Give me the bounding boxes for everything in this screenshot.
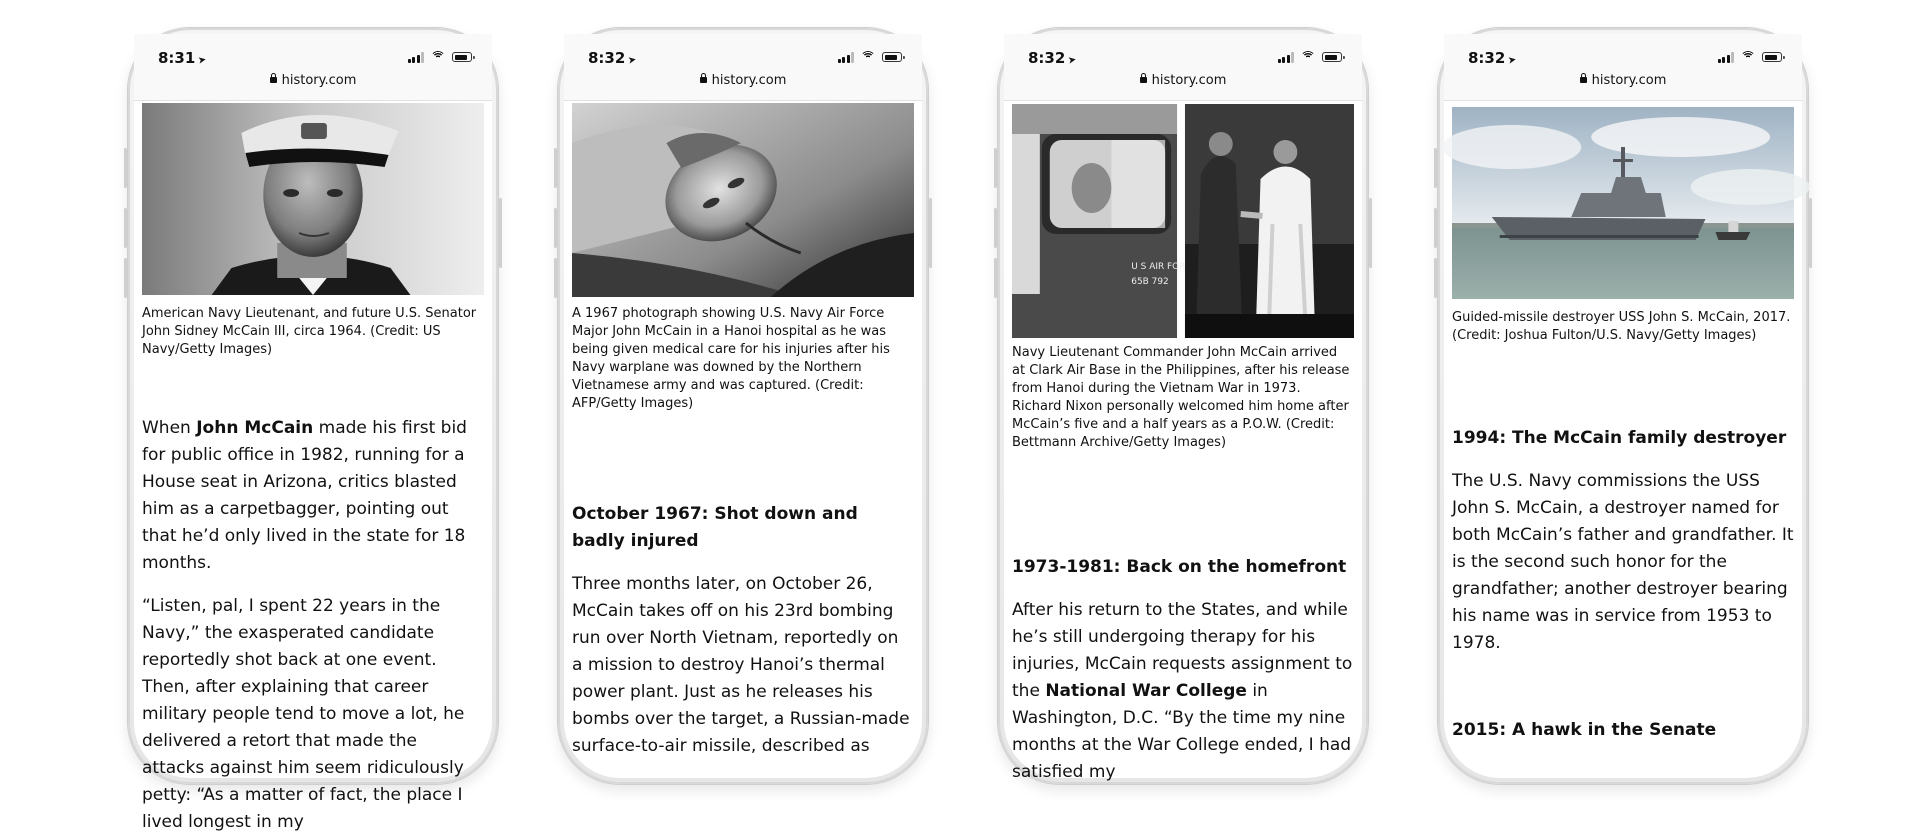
- article-paragraph: “Listen, pal, I spent 22 years in the Navy,” the exasperated candidate reportedly shot back at one event. Then, after explaining that career military people tend to move a lot, he delivered a retort that made the attacks against him seem ridiculously petty: “As a matter of fact, the place I lived longest in my: [142, 596, 465, 832]
- link-john-mccain[interactable]: John McCain: [196, 418, 314, 438]
- article-content: [134, 101, 492, 832]
- lock-icon: [270, 77, 277, 83]
- battery-icon: [452, 52, 472, 62]
- article-content: [564, 101, 922, 778]
- section-heading: 1973-1981: Back on the homefront: [1012, 557, 1347, 577]
- battery-icon: [1322, 52, 1342, 62]
- status-icons: [838, 51, 903, 63]
- article-photo-hanoi-hospital[interactable]: [572, 103, 914, 297]
- wifi-icon: [1300, 51, 1316, 63]
- paragraph-text: When: [142, 418, 197, 438]
- section-heading: 1994: The McCain family destroyer: [1452, 428, 1787, 448]
- phone-1: [128, 28, 498, 832]
- article-photo-mccain-portrait[interactable]: [142, 103, 484, 295]
- status-bar: [1004, 34, 1362, 70]
- homecoming-image: [1012, 104, 1354, 338]
- section-heading: October 1967: Shot down and badly injured: [572, 504, 858, 551]
- cellular-signal-icon: [408, 52, 425, 63]
- paragraph-text: After his return to the States, and while he’s still undergoing therapy for his injuries, McCain requests assignment to the: [1012, 600, 1353, 701]
- bus-lettering-2: 65B 792: [1131, 276, 1169, 288]
- hospital-image: [572, 103, 914, 297]
- lock-icon: [1140, 77, 1147, 83]
- location-arrow-icon: ➤: [197, 54, 208, 67]
- phone-1-screen: [134, 34, 492, 832]
- url-bar[interactable]: [564, 70, 922, 101]
- photo-caption: Navy Lieutenant Commander John McCain arrived at Clark Air Base in the Philippines, after his release from Hanoi during the Vietnam War in 1973. Richard Nixon personally welcomed him home after McCain’s five and a half years as a P.O.W. (Credit: Bettmann Archive/Getty Images): [1012, 345, 1350, 450]
- status-bar: [564, 34, 922, 70]
- status-icons: [408, 51, 473, 63]
- cellular-signal-icon: [838, 52, 855, 63]
- link-national-war-college[interactable]: National War College: [1045, 681, 1247, 701]
- article-paragraph: [1012, 597, 1354, 786]
- lock-icon: [1580, 77, 1587, 83]
- phone-2: [558, 28, 928, 784]
- lock-icon: [700, 77, 707, 83]
- portrait-image: [142, 103, 484, 295]
- location-arrow-icon: ➤: [1067, 54, 1078, 67]
- url-text: history.com: [1151, 73, 1227, 88]
- battery-icon: [882, 52, 902, 62]
- location-arrow-icon: ➤: [1507, 54, 1518, 67]
- article-photo-clark-air-base[interactable]: [1012, 104, 1354, 338]
- status-icons: [1278, 51, 1343, 63]
- status-time: 8:32 ➤: [1468, 49, 1518, 67]
- destroyer-image: [1452, 107, 1794, 299]
- photo-caption: A 1967 photograph showing U.S. Navy Air Force Major John McCain in a Hanoi hospital as he was being given medical care for his injuries after his Navy warplane was downed by the Northern Vietnamese army and was captured. (Credit: AFP/Getty Images): [572, 306, 890, 411]
- photo-caption: American Navy Lieutenant, and future U.S. Senator John Sidney McCain III, circa 1964. (Credit: US Navy/Getty Images): [142, 306, 477, 357]
- article-content: [1004, 101, 1362, 782]
- cellular-signal-icon: [1278, 52, 1295, 63]
- article-content: [1444, 101, 1802, 778]
- battery-icon: [1762, 52, 1782, 62]
- location-arrow-icon: ➤: [627, 54, 638, 67]
- article-paragraph: The U.S. Navy commissions the USS John S. McCain, a destroyer named for both McCain’s father and grandfather. It is the second such honor for the grandfather; another destroyer bearing his name was in service from 1953 to 1978.: [1452, 471, 1794, 653]
- phone-4-screen: [1444, 34, 1802, 778]
- section-heading: 2015: A hawk in the Senate: [1452, 720, 1717, 740]
- url-text: history.com: [711, 73, 787, 88]
- article-paragraph: Three months later, on October 26, McCain takes off on his 23rd bombing run over North Vietnam, reportedly on a mission to destroy Hanoi’s thermal power plant. Just as he releases his bombs over the target, a Russian-made surface-to-air missile, described as: [572, 574, 910, 756]
- url-bar[interactable]: [1004, 70, 1362, 101]
- status-time: 8:32 ➤: [588, 49, 638, 67]
- article-paragraph: [142, 415, 484, 577]
- phone-2-screen: [564, 34, 922, 778]
- status-bar: [1444, 34, 1802, 70]
- wifi-icon: [430, 51, 446, 63]
- status-icons: [1718, 51, 1783, 63]
- wifi-icon: [1740, 51, 1756, 63]
- url-text: history.com: [281, 73, 357, 88]
- photo-caption: Guided-missile destroyer USS John S. McCain, 2017. (Credit: Joshua Fulton/U.S. Navy/Getty Images): [1452, 310, 1791, 343]
- bus-lettering-1: U S AIR FOR: [1131, 261, 1186, 273]
- status-time: 8:31 ➤: [158, 49, 208, 67]
- wifi-icon: [860, 51, 876, 63]
- phone-3: [998, 28, 1368, 784]
- url-text: history.com: [1591, 73, 1667, 88]
- url-bar[interactable]: [134, 70, 492, 101]
- article-photo-destroyer[interactable]: [1452, 107, 1794, 299]
- url-bar[interactable]: [1444, 70, 1802, 101]
- status-time: 8:32 ➤: [1028, 49, 1078, 67]
- phone-3-screen: [1004, 34, 1362, 782]
- phone-4: [1438, 28, 1808, 784]
- cellular-signal-icon: [1718, 52, 1735, 63]
- status-bar: [134, 34, 492, 70]
- paragraph-text: in Washington, D.C. “By the time my nine months at the War College ended, I had satisfied my: [1012, 681, 1352, 782]
- paragraph-text: made his first bid for public office in 1982, running for a House seat in Arizona, critics blasted him as a carpetbagger, pointing out that he’d only lived in the state for 18 months.: [142, 418, 467, 573]
